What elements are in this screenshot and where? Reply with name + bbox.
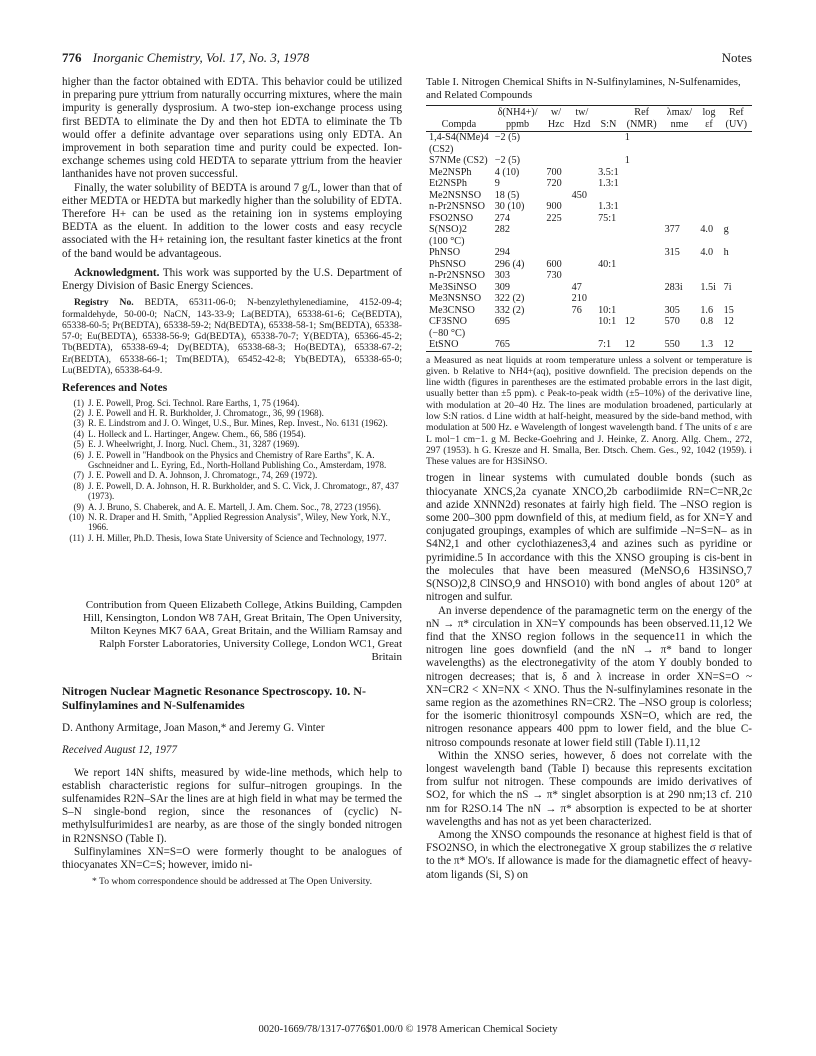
reference-text: R. E. Lindstrom and J. O. Winget, U.S., Bur. Mines, Rep. Invest., No. 6131 (1962). <box>88 418 388 429</box>
table-cell <box>622 236 662 248</box>
table-cell <box>662 201 698 213</box>
body-paragraph: Sulfinylamines XN=S=O were formerly thought to be analogues of thiocyanates XN=C=S; however, imido ni- <box>62 845 402 872</box>
body-paragraph: trogen in linear systems with cumulated double bonds (such as thiocyanate XNCS,2a cyanate XNCO,2b carbodiimide RN=C=NR,2c and azide XNNN2d) resonates at fairly high field. The –NSO region is some 200–300 ppm downfield of this, at medium field, as for XN=Y and conjugated groupings, examples of which are sulfimide –N=S=N– as in S4N2,1 and other cyclothiazenes3,4 and azines such as pyridine or pyrimidine.5 In accordance with this the XNSO grouping is cis-bent in the molecules that have been measured (MeNSO,6 H3SiNSO,7 S(NSO)2,8 ClNSO,9 and HNSO10) with bond angles of about 120° at nitrogen and sulfur. <box>426 472 752 604</box>
reference-item <box>62 502 402 512</box>
table-cell: 1.3:1 <box>598 178 619 189</box>
right-column <box>426 76 752 882</box>
table-cell <box>697 178 720 190</box>
table-column-header: w/ Hzc <box>543 106 568 132</box>
reference-item <box>62 408 402 418</box>
table-cell: 1.3 <box>697 339 720 351</box>
table-cell <box>622 328 662 340</box>
table-cell <box>622 247 662 259</box>
table-cell: −2 (5) <box>494 132 520 143</box>
table-cell <box>569 155 595 167</box>
table-cell <box>721 132 752 144</box>
compound-cell: Me3CNSO <box>429 304 475 316</box>
table-cell: 225 <box>546 212 562 224</box>
table-body <box>426 132 752 352</box>
table-notes: a Measured as neat liquids at room temperature unless a solvent or temperature is given. b Relative to NH4+(aq), positive downfield. The precision depends on the line width (figures in parentheses are the estimated probable errors in the last digit, usually better than ±5 ppm). c Peak-to-peak width (±5–10%) of the derivative line, with modulation at 20–40 Hz. The lines are modulation broadened, particularly at low S:N ratios. d Line width at half-height, measured by the side-band method, with modulation at 500 Hz. e Wavelength of longest wavelength band. f The units of ε are L mol−1 cm−1. g M. Becke-Goehring and J. Heinke, Z. Anorg. Allg. Chem., 272, 297 (1953). h G. Kresze and H. Smalla, Ber. Dtsch. Chem. Ges., 92, 1042 (1959). i These values are for H3SiNSO. <box>426 354 752 468</box>
table-row <box>426 144 752 156</box>
table-cell: 47 <box>571 281 582 293</box>
page-number: 776 <box>62 50 82 65</box>
table-cell <box>697 155 720 167</box>
table-cell: 40:1 <box>598 258 617 270</box>
table-cell: 332 (2) <box>494 304 525 316</box>
references-list <box>62 398 402 544</box>
reference-text: J. E. Powell and D. A. Johnson, J. Chromatogr., 74, 269 (1972). <box>88 470 318 481</box>
table-column-header: Ref (NMR) <box>622 106 662 132</box>
reference-item <box>62 470 402 480</box>
table-cell <box>543 247 568 259</box>
reference-number: (7) <box>73 470 84 481</box>
table-row <box>426 316 752 328</box>
reference-text: J. E. Powell and H. R. Burkholder, J. Chromatogr., 36, 99 (1968). <box>88 407 324 418</box>
table-cell: 9 <box>494 178 500 189</box>
table-cell <box>721 167 752 179</box>
table-cell <box>569 178 595 190</box>
body-paragraph: higher than the factor obtained with EDTA. This behavior could be utilized in preparing pure yttrium from naturally occurring mixtures, where the main impurity is generally dysprosium. A two-step ion-exchange process using first BEDTA to eliminate the Dy and then hot EDTA to eliminate the Tb would offer a definite advantage over separations using only EDTA. An improvement in both separation time and purity could be expected. Ion-exchange schemes using cold HEDTA to separate yttrium from the heavier lanthanides have not proven successful. <box>62 76 402 181</box>
table-cell: 283i <box>664 281 683 293</box>
table-cell <box>492 328 544 340</box>
reference-text: L. Holleck and L. Hartinger, Angew. Chem., 66, 586 (1954). <box>88 428 306 439</box>
table-cell: 730 <box>546 270 562 281</box>
compound-cell: (CS2) <box>429 143 454 155</box>
table-cell <box>543 224 568 236</box>
table-cell <box>569 247 595 259</box>
table-cell <box>595 247 622 259</box>
table-cell <box>622 259 662 271</box>
table-cell <box>697 236 720 248</box>
table-cell <box>697 259 720 271</box>
compound-cell: Me2NSNSO <box>429 189 482 201</box>
table-cell <box>569 167 595 179</box>
table-cell <box>543 132 568 144</box>
table-cell: 4.0 <box>700 247 714 258</box>
table-column-header: S:N <box>595 106 622 132</box>
table-cell <box>543 293 568 305</box>
table-cell: 900 <box>546 201 562 212</box>
table-cell <box>543 236 568 248</box>
compound-cell: Et2NSPh <box>429 178 467 189</box>
table-cell: 695 <box>494 316 510 327</box>
table-cell <box>492 144 544 156</box>
reference-item <box>62 450 402 471</box>
table-cell: 450 <box>571 189 587 201</box>
table-cell: 12 <box>622 339 662 351</box>
references-heading: References and Notes <box>62 382 168 395</box>
compound-cell: (100 °C) <box>429 235 465 247</box>
table-row <box>426 236 752 248</box>
compound-cell: Me3SiNSO <box>429 281 477 293</box>
table-cell: 1.5i <box>700 281 716 293</box>
table-cell <box>662 132 698 144</box>
table-cell: −2 (5) <box>494 155 520 166</box>
reference-text: E. J. Wheelwright, J. Inorg. Nucl. Chem., 31, 3287 (1969). <box>88 439 300 450</box>
reference-number: (9) <box>73 501 84 512</box>
table-row <box>426 190 752 202</box>
table-cell <box>543 328 568 340</box>
table-cell: 720 <box>546 178 562 189</box>
table-cell: 18 (5) <box>494 189 520 201</box>
table-cell <box>569 132 595 144</box>
table-cell <box>697 144 720 156</box>
table-cell <box>721 293 752 305</box>
acknowledgment <box>62 267 402 293</box>
reference-item <box>62 533 402 543</box>
table-cell <box>595 224 622 236</box>
reference-number: (6) <box>73 449 84 460</box>
compound-cell: Me2NSPh <box>429 166 472 178</box>
table-cell: 4 (10) <box>494 166 520 178</box>
reference-text: J. E. Powell, D. A. Johnson, H. R. Burkholder, and S. C. Vick, J. Chromatogr., 87, 437 (1973). <box>88 480 399 502</box>
table-cell <box>595 190 622 202</box>
table-cell <box>662 293 698 305</box>
table-cell <box>543 190 568 202</box>
body-paragraph: Among the XNSO compounds the resonance at highest field is that of FSO2NSO, in which the electronegative X group stabilizes the σ relative to the π* MO's. If allowance is made for the diamagnetic effect of heavy-atom ligands (Si, S) on <box>426 828 752 881</box>
table-cell <box>622 282 662 294</box>
authors: D. Anthony Armitage, Joan Mason,* and Jeremy G. Vinter <box>62 722 325 735</box>
table-cell <box>662 259 698 271</box>
table-cell <box>569 328 595 340</box>
table-cell <box>569 339 595 351</box>
acknowledgment-text: This work was supported by the U.S. Department of Energy Division of Basic Energy Sciences. <box>62 266 403 293</box>
running-header <box>62 50 752 66</box>
table-cell <box>622 213 662 225</box>
body-paragraph: We report 14N shifts, measured by wide-line methods, which help to establish characteristic regions for sulfur–nitrogen groupings. In the sulfenamides R2N–SAr the lines are at high field in what may be termed the S–N single-bond region, since the resonances of (cyclic) N-methylsulfurimides1 are nearby, as are those of the singly bonded nitrogen in R2NSNSO (Table I). <box>62 766 402 845</box>
reference-number: (10) <box>69 512 84 522</box>
table-cell <box>569 316 595 328</box>
body-paragraph: An inverse dependence of the paramagnetic term on the energy of the nN → π* circulation in XN=Y compounds has been observed.11,12 We find that the XNSO region follows in the sequence11 in which the nitrogen line goes downfield (and the nN → π* band to longer wavelengths) as the electronegativity of the atom Y doubly bonded to nitrogen decreases; that is, δ and λ increase in order XN=S=O ~ XN=CR2 < XN=NX < XNO. Thus the N-sulfinylamines resonate in the same region as the azomethines RN=CR2. The –NSO group is colorless; for the isomeric thionitrosyl compounds XSN=O, which are red, the nitrogen resonance appears 400 ppm to lower field, and the blue C-nitroso compounds resonate at lower field still (Table I).11,12 <box>426 604 752 749</box>
table-cell: 309 <box>494 281 510 293</box>
compound-cell: n-Pr2NSNSO <box>429 270 486 281</box>
reference-item <box>62 512 402 533</box>
table-row <box>426 259 752 271</box>
table-cell <box>595 270 622 282</box>
contribution-address: Contribution from Queen Elizabeth College, Atkins Building, Campden Hill, Kensington, London W8 7AH, Great Britain, The Open University, Milton Keynes MK7 6AA, Great Britain, and the William Ramsay and Ralph Forster Laboratories, University College, London WC1, Great Britain <box>82 599 402 664</box>
table-cell: 12 <box>723 316 734 327</box>
table-cell: h <box>723 247 729 258</box>
reference-text: A. J. Bruno, S. Chaberek, and A. E. Martell, J. Am. Chem. Soc., 78, 2723 (1956). <box>88 501 381 512</box>
table-row <box>426 293 752 305</box>
table-cell: 600 <box>546 258 562 270</box>
table-cell: 75:1 <box>598 212 617 224</box>
reference-item <box>62 481 402 502</box>
table-cell: 1.6 <box>700 304 714 316</box>
table-cell <box>622 305 662 317</box>
table-cell <box>662 236 698 248</box>
reference-number: (4) <box>73 428 84 439</box>
table-cell: 210 <box>571 293 587 304</box>
compound-cell: n-Pr2NSNSO <box>429 201 486 212</box>
table-cell <box>662 155 698 167</box>
table-cell <box>622 144 662 156</box>
table-cell <box>697 190 720 202</box>
table-cell <box>697 132 720 144</box>
reference-number: (5) <box>73 439 84 450</box>
table-cell <box>622 201 662 213</box>
journal-citation: Inorganic Chemistry, Vol. 17, No. 3, 1978 <box>92 50 310 65</box>
table-cell: 303 <box>494 270 510 281</box>
table-row <box>426 328 752 340</box>
table-cell <box>662 178 698 190</box>
table-cell: 1 <box>624 155 630 166</box>
table-cell: 377 <box>664 224 680 235</box>
table-cell <box>569 201 595 213</box>
table-cell <box>543 144 568 156</box>
article-title: Nitrogen Nuclear Magnetic Resonance Spectroscopy. 10. N-Sulfinylamines and N-Sulfenamides <box>62 684 366 713</box>
reference-text: J. H. Miller, Ph.D. Thesis, Iowa State University of Science and Technology, 1977. <box>88 532 387 543</box>
reference-text: J. E. Powell in "Handbook on the Physics and Chemistry of Rare Earths", K. A. Gschneidner and L. Eyring, Ed., North-Holland Publishing Co., Amsterdam, 1978. <box>88 449 387 470</box>
table-cell <box>595 293 622 305</box>
table-row <box>426 201 752 213</box>
table-cell <box>697 293 720 305</box>
table-cell <box>662 213 698 225</box>
table-cell <box>543 305 568 317</box>
table-cell <box>543 282 568 294</box>
table-column-header: Ref (UV) <box>721 106 752 132</box>
table-cell <box>622 167 662 179</box>
table-column-header: tw/ Hzd <box>569 106 595 132</box>
table-column-header: δ(NH4+)/ ppmb <box>492 106 544 132</box>
registry-heading: Registry No. <box>74 297 134 309</box>
table-row <box>426 167 752 179</box>
table-cell <box>622 270 662 282</box>
table-row <box>426 178 752 190</box>
table-cell: 0.8 <box>700 316 714 327</box>
reference-text: J. E. Powell, Prog. Sci. Technol. Rare Earths, 1, 75 (1964). <box>88 397 300 408</box>
table-cell <box>595 132 622 144</box>
table-cell <box>492 236 544 248</box>
table-cell: 315 <box>664 247 680 258</box>
reference-number: (8) <box>73 480 84 491</box>
compound-cell: PhSNSO <box>429 258 466 270</box>
table-cell <box>569 259 595 271</box>
table-cell <box>721 328 752 340</box>
table-cell <box>569 144 595 156</box>
table-cell: 30 (10) <box>494 201 525 212</box>
nmr-table <box>426 105 752 352</box>
table-cell: 700 <box>546 166 562 178</box>
table-cell <box>721 144 752 156</box>
table-cell: 12 <box>721 339 752 351</box>
table-cell: 7:1 <box>595 339 622 351</box>
reference-number: (1) <box>73 397 84 408</box>
compound-cell: (−80 °C) <box>429 327 466 339</box>
body-paragraph: Within the XNSO series, however, δ does not correlate with the longest wavelength band (Table I) because this represents excitation from sulfur not nitrogen. These compounds are imido derivatives of SO2, for which the nS → π* singlet absorption is at 290 nm;13 cf. 210 nm for R2SO.14 The nN → π* absorption is expected to be at shorter wavelengths and has not as yet been characterized. <box>426 749 752 828</box>
table-cell <box>569 270 595 282</box>
table-cell: 15 <box>723 304 734 316</box>
table-header-row <box>426 106 752 132</box>
table-cell <box>697 328 720 340</box>
table-cell: 1.3:1 <box>598 201 619 212</box>
compound-cell: S(NSO)2 <box>429 224 467 235</box>
table-cell: 76 <box>571 304 582 316</box>
table-cell: 570 <box>664 316 680 327</box>
table-caption: Table I. Nitrogen Chemical Shifts in N-Sulfinylamines, N-Sulfenamides, and Related Compounds <box>426 76 741 101</box>
table-cell <box>622 224 662 236</box>
table-cell <box>721 155 752 167</box>
table-cell: 305 <box>664 304 680 316</box>
reference-text: N. R. Draper and H. Smith, "Applied Regression Analysis", Wiley, New York, N.Y., 1966. <box>88 512 391 533</box>
body-paragraph: Finally, the water solubility of BEDTA is around 7 g/L, lower than that of either MEDTA or HEDTA but markedly higher than the solubility of EDTA. Therefore H+ can be used as the retaining ion in systems employing BEDTA as the eluent. In addition to the lower costs and easy recycle associated with the H+ retaining ion, the resultant faster kinetics at the front of the band would be advantageous. <box>62 181 402 260</box>
section-label: Notes <box>721 50 752 65</box>
table-column-header: Compda <box>426 106 492 132</box>
reference-number: (3) <box>73 418 84 429</box>
table-cell <box>595 144 622 156</box>
table-cell <box>721 213 752 225</box>
reference-item <box>62 439 402 449</box>
table-cell: 322 (2) <box>494 293 525 304</box>
compound-cell: Me3NSNSO <box>429 293 482 304</box>
compound-cell: 1,4-S4(NMe)4 <box>429 132 489 143</box>
reference-item <box>62 398 402 408</box>
table-cell <box>543 155 568 167</box>
table-cell: 294 <box>494 247 510 258</box>
table-cell <box>697 213 720 225</box>
table-cell: 3.5:1 <box>598 166 619 178</box>
table-row <box>426 132 752 144</box>
table-row <box>426 224 752 236</box>
table-cell: 1 <box>624 132 630 143</box>
table-cell: 4.0 <box>700 224 714 235</box>
compound-cell: PhNSO <box>429 247 461 258</box>
table-cell <box>595 328 622 340</box>
reference-number: (2) <box>73 407 84 418</box>
table-cell: g <box>723 224 729 235</box>
table-cell <box>721 236 752 248</box>
table-cell <box>569 224 595 236</box>
table-cell <box>662 270 698 282</box>
compound-cell: CF3SNO <box>429 316 467 327</box>
table-cell: 7i <box>723 281 732 293</box>
table-cell <box>662 167 698 179</box>
table-cell <box>622 178 662 190</box>
table-cell: 282 <box>494 224 510 235</box>
table-cell <box>622 293 662 305</box>
compound-cell: FSO2NSO <box>429 212 474 224</box>
table-cell: 12 <box>624 316 635 327</box>
table-cell <box>543 339 568 351</box>
table-cell <box>721 259 752 271</box>
table-column-header: log εf <box>697 106 720 132</box>
table-cell <box>662 328 698 340</box>
table-cell <box>697 201 720 213</box>
registry-text: BEDTA, 65311-06-0; N-benzylethylenediamine, 4152-09-4; formaldehyde, 50-00-0; NaCN, 143-33-9; La(BEDTA), 65338-61-6; Ce(BEDTA), 65338-60-5; Pr(BEDTA), 65338-59-2; Nd(BEDTA), 65338-58-1; Sm(BEDTA), 65338-57-0; Eu(BEDTA), 65338-56-9; Gd(BEDTA), 65338-70-7; Y(BEDTA), 65366-45-2; Tb(BEDTA), 65338-69-4; Dy(BEDTA), 65338-68-3; Ho(BEDTA), 65338-67-2; Er(BEDTA), 65338-66-1; Tm(BEDTA), 65452-42-8; Yb(BEDTA), 65338-65-0; Lu(BEDTA), 65338-64-9. <box>62 297 402 377</box>
compound-cell: EtSNO <box>426 339 492 351</box>
correspondence-footnote: * To whom correspondence should be addressed at The Open University. <box>92 876 372 888</box>
left-column <box>62 76 402 888</box>
table-cell <box>595 236 622 248</box>
compound-cell: S7NMe (CS2) <box>429 155 488 166</box>
copyright-line: 0020-1669/78/1317-0776$01.00/0 © 1978 American Chemical Society <box>258 1024 558 1035</box>
reference-item <box>62 418 402 428</box>
table-cell: 10:1 <box>598 316 617 327</box>
table-cell: 274 <box>494 212 510 224</box>
table-row <box>426 247 752 259</box>
table-cell <box>569 213 595 225</box>
table-cell: 550 <box>662 339 698 351</box>
table-cell <box>662 190 698 202</box>
table-cell <box>569 236 595 248</box>
table-cell <box>697 270 720 282</box>
reference-number: (11) <box>69 532 84 543</box>
table-cell <box>697 167 720 179</box>
table-cell <box>721 201 752 213</box>
table-cell <box>721 190 752 202</box>
table-cell <box>595 155 622 167</box>
table-cell <box>721 178 752 190</box>
table-cell: 765 <box>492 339 544 351</box>
table-cell: 296 (4) <box>494 258 525 270</box>
table-row <box>426 305 752 317</box>
table-cell <box>595 282 622 294</box>
table-cell <box>662 144 698 156</box>
registry-numbers <box>62 297 402 376</box>
table-cell: 10:1 <box>598 304 617 316</box>
reference-item <box>62 429 402 439</box>
acknowledgment-heading: Acknowledgment. <box>74 266 160 279</box>
table-cell <box>721 270 752 282</box>
received-date: Received August 12, 1977 <box>62 744 178 757</box>
table-row <box>426 339 752 351</box>
table-row <box>426 282 752 294</box>
table-row <box>426 213 752 225</box>
table-cell <box>622 190 662 202</box>
table-row <box>426 270 752 282</box>
table-cell <box>543 316 568 328</box>
table-row <box>426 155 752 167</box>
table-column-header: λmax/ nme <box>662 106 698 132</box>
